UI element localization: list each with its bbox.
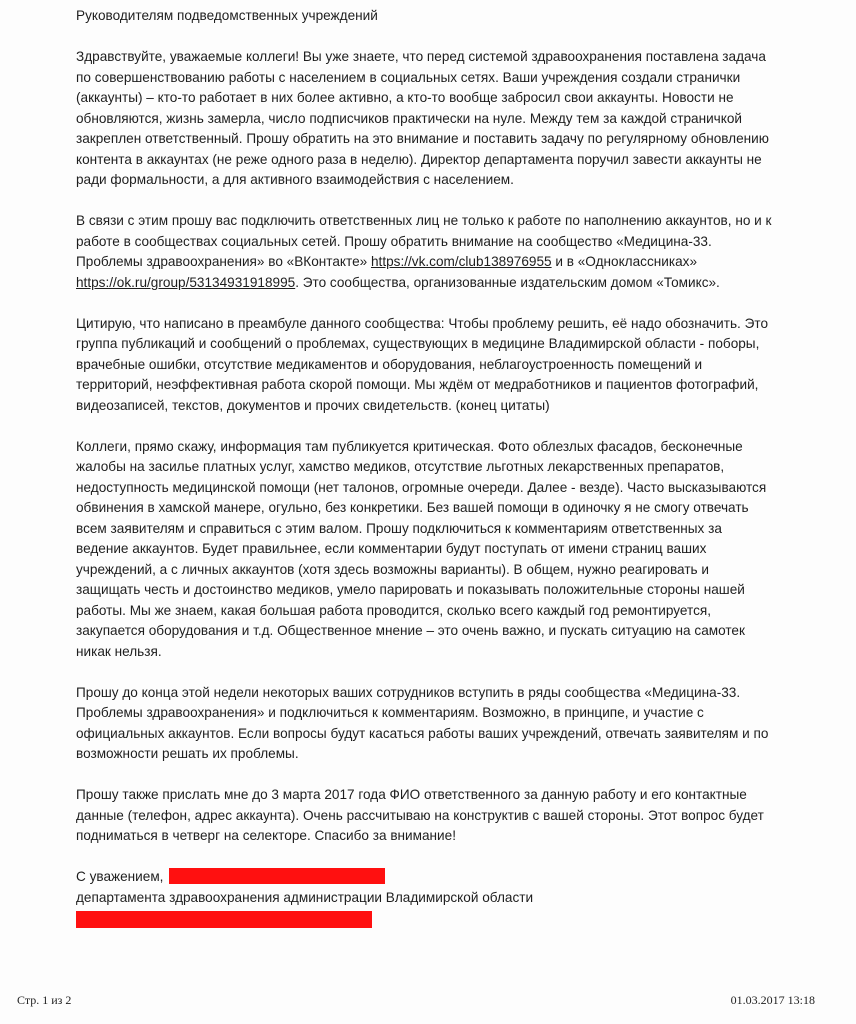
paragraph-1: Здравствуйте, уважаемые коллеги! Вы уже знаете, что перед системой здравоохранения поставлена задача по совершенствованию работы с населением в социальных сетях. Ваши учреждения создали странички (аккаунты) – кто-то работает в них более активно, а кто-то вообще забросил свои аккаунты. Новости не обновляются, жизнь замерла, число подписчиков практически на нуле. Между тем за каждой страничкой закреплен ответственный. Прошу обратить на это внимание и поставить задачу по регулярному обновлению контента в аккаунтах (не реже одного раза в неделю). Директор департамента поручил завести аккаунты не ради формальности, а для активного взаимодействия с населением. xyxy=(76,49,769,187)
closing-text: С уважением, xyxy=(76,869,164,884)
ok-link[interactable]: https://ok.ru/group/53134931918995 xyxy=(76,274,296,290)
paragraph-3: Цитирую, что написано в преамбуле данного сообщества: Чтобы проблему решить, её надо обозначить. Это группа публикаций и сообщений о проблемах, существующих в медицине Владимирской области - поборы, врачебные ошибки, отсутствие медикаментов и оборудования, неблагоустроенность помещений и территорий, неэффективная работа скорой помощи. Мы ждём от медработников и пациентов фотографий, видеозаписей, текстов, документов и прочих свидетельств. (конец цитаты) xyxy=(76,315,768,413)
signature-block xyxy=(76,867,776,928)
paragraph-2-text-a: В связи с этим прошу вас подключить ответственных лиц не только к работе по наполнению аккаунтов, но и к работе в сообществах социальных сетей. Прошу обратить внимание на сообщество «Медицина-33. Проблемы здравоохранения» во «ВКонтакте» xyxy=(76,213,772,269)
paragraph-4: Коллеги, прямо скажу, информация там публикуется критическая. Фото облезлых фасадов, бесконечные жалобы на засилье платных услуг, хамство медиков, отсутствие льготных лекарственных препаратов, недоступность медицинской помощи (нет талонов, огромные очереди. Далее - везде). Часто высказываются обвинения в хамской манере, огульно, без конкретики. Без вашей помощи в одиночку я не смогу отвечать всем заявителям и справиться с этим валом. Прошу подключиться к комментариям ответственных за ведение аккаунтов. Будет правильнее, если комментарии будут поступать от имени страниц ваших учреждений, а с личных аккаунтов (хотя здесь возможны варианты). В общем, нужно реагировать и защищать честь и достоинство медиков, умело парировать и показывать положительные стороны нашей работы. Мы же знаем, какая большая работа проводится, сколько всего каждый год ремонтируется, закупается оборудования и т.д. Общественное мнение – это очень важно, и пускать ситуацию на самотек никак нельзя. xyxy=(76,438,767,659)
vk-link[interactable]: https://vk.com/club138976955 xyxy=(370,254,552,269)
print-datetime: 01.03.2017 13:18 xyxy=(730,993,815,1007)
department-line: департамента здравоохранения администрации Владимирской области xyxy=(76,889,534,905)
letter-heading: Руководителям подведомственных учреждений xyxy=(76,8,378,23)
redacted-signature xyxy=(76,911,372,928)
paragraph-5: Прошу до конца этой недели некоторых ваших сотрудников вступить в ряды сообщества «Медицина-33. Проблемы здравоохранения» и подключиться к комментариям. Возможно, в принципе, и участие с официальных аккаунтов. Если вопросы будут касаться работы ваших учреждений, отвечать заявителям и по возможности решать их проблемы. xyxy=(76,684,769,761)
paragraph-2 xyxy=(76,211,776,293)
paragraph-2-text-c: . Это сообщества, организованные издательским домом «Томикс». xyxy=(295,274,720,290)
paragraph-2-text-b: и в «Одноклассниках» xyxy=(551,254,698,269)
letter-body xyxy=(76,6,776,928)
page-number: Стр. 1 из 2 xyxy=(17,993,72,1007)
redacted-name xyxy=(169,868,385,884)
paragraph-6: Прошу также прислать мне до 3 марта 2017 года ФИО ответственного за данную работу и его контактные данные (телефон, адрес аккаунта). Очень рассчитываю на конструктив с вашей стороны. Этот вопрос будет подниматься в четверг на селекторе. Спасибо за внимание! xyxy=(76,787,764,843)
closing-line xyxy=(76,867,776,888)
